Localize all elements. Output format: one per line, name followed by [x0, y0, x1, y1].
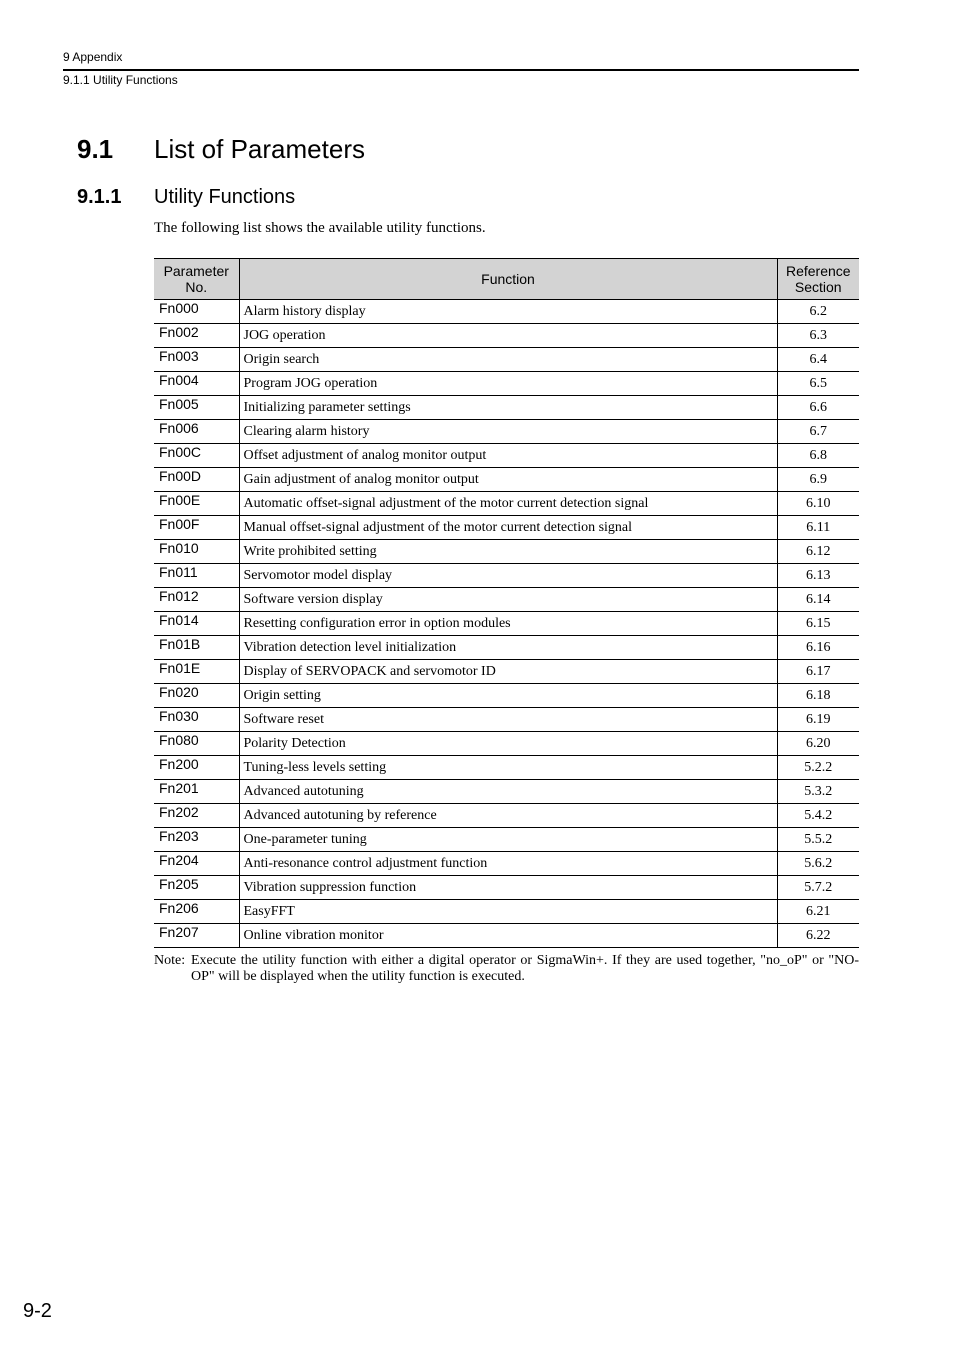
- reference-section-cell: 5.4.2: [777, 804, 859, 828]
- table-body: [154, 300, 859, 948]
- subsection-number: 9.1.1: [77, 186, 122, 208]
- page-number: 9-2: [23, 1300, 52, 1322]
- table-row: [154, 780, 859, 804]
- function-cell: Servomotor model display: [239, 564, 777, 588]
- header-function: Function: [239, 259, 777, 300]
- reference-section-cell: 6.11: [777, 516, 859, 540]
- function-cell: Software reset: [239, 708, 777, 732]
- table-row: [154, 396, 859, 420]
- parameter-no-cell: Fn202: [154, 804, 239, 828]
- function-cell: One-parameter tuning: [239, 828, 777, 852]
- reference-section-cell: 6.17: [777, 660, 859, 684]
- function-cell: Advanced autotuning: [239, 780, 777, 804]
- parameter-no-cell: Fn006: [154, 420, 239, 444]
- utility-functions-table: [154, 258, 859, 948]
- parameter-no-cell: Fn011: [154, 564, 239, 588]
- parameter-no-cell: Fn00D: [154, 468, 239, 492]
- reference-section-cell: 6.12: [777, 540, 859, 564]
- reference-section-cell: 5.6.2: [777, 852, 859, 876]
- parameter-no-cell: Fn020: [154, 684, 239, 708]
- reference-section-cell: 6.4: [777, 348, 859, 372]
- function-cell: Resetting configuration error in option modules: [239, 612, 777, 636]
- table-row: [154, 684, 859, 708]
- parameter-no-cell: Fn206: [154, 900, 239, 924]
- parameter-no-cell: Fn014: [154, 612, 239, 636]
- table-note: [154, 953, 859, 985]
- parameter-no-cell: Fn201: [154, 780, 239, 804]
- parameter-no-cell: Fn01B: [154, 636, 239, 660]
- table-row: [154, 372, 859, 396]
- function-cell: Offset adjustment of analog monitor output: [239, 444, 777, 468]
- reference-section-cell: 6.18: [777, 684, 859, 708]
- reference-section-cell: 5.5.2: [777, 828, 859, 852]
- parameter-no-cell: Fn004: [154, 372, 239, 396]
- function-cell: Polarity Detection: [239, 732, 777, 756]
- function-cell: Vibration suppression function: [239, 876, 777, 900]
- reference-section-cell: 6.19: [777, 708, 859, 732]
- table-row: [154, 876, 859, 900]
- note-label: Note:: [154, 953, 186, 968]
- table-row: [154, 804, 859, 828]
- reference-section-cell: 6.16: [777, 636, 859, 660]
- table-row: [154, 660, 859, 684]
- parameter-no-cell: Fn003: [154, 348, 239, 372]
- parameter-no-cell: Fn002: [154, 324, 239, 348]
- table-row: [154, 612, 859, 636]
- function-cell: Advanced autotuning by reference: [239, 804, 777, 828]
- parameter-no-cell: Fn204: [154, 852, 239, 876]
- table-row: [154, 708, 859, 732]
- function-cell: Tuning-less levels setting: [239, 756, 777, 780]
- reference-section-cell: 6.7: [777, 420, 859, 444]
- function-cell: Alarm history display: [239, 300, 777, 324]
- header-parameter-no: Parameter No.: [154, 259, 239, 300]
- table-row: [154, 348, 859, 372]
- running-header-section: 9.1.1 Utility Functions: [63, 73, 178, 87]
- table-row: [154, 924, 859, 948]
- parameter-no-cell: Fn207: [154, 924, 239, 948]
- reference-section-cell: 6.22: [777, 924, 859, 948]
- table-row: [154, 300, 859, 324]
- reference-section-cell: 6.9: [777, 468, 859, 492]
- function-cell: Gain adjustment of analog monitor output: [239, 468, 777, 492]
- function-cell: Anti-resonance control adjustment function: [239, 852, 777, 876]
- parameter-no-cell: Fn000: [154, 300, 239, 324]
- reference-section-cell: 6.6: [777, 396, 859, 420]
- table-row: [154, 732, 859, 756]
- table-row: [154, 468, 859, 492]
- reference-section-cell: 6.14: [777, 588, 859, 612]
- header-rule: [63, 69, 859, 71]
- parameter-no-cell: Fn203: [154, 828, 239, 852]
- parameter-no-cell: Fn012: [154, 588, 239, 612]
- intro-paragraph: The following list shows the available utility functions.: [154, 220, 486, 236]
- section-title: List of Parameters: [154, 134, 365, 164]
- reference-section-cell: 6.3: [777, 324, 859, 348]
- table-row: [154, 540, 859, 564]
- function-cell: Display of SERVOPACK and servomotor ID: [239, 660, 777, 684]
- reference-section-cell: 6.13: [777, 564, 859, 588]
- reference-section-cell: 6.15: [777, 612, 859, 636]
- reference-section-cell: 6.8: [777, 444, 859, 468]
- parameter-no-cell: Fn010: [154, 540, 239, 564]
- parameter-no-cell: Fn205: [154, 876, 239, 900]
- reference-section-cell: 6.2: [777, 300, 859, 324]
- table-row: [154, 492, 859, 516]
- parameter-no-cell: Fn00E: [154, 492, 239, 516]
- parameter-no-cell: Fn200: [154, 756, 239, 780]
- table-row: [154, 420, 859, 444]
- reference-section-cell: 6.21: [777, 900, 859, 924]
- table-row: [154, 324, 859, 348]
- parameter-no-cell: Fn00C: [154, 444, 239, 468]
- function-cell: Manual offset-signal adjustment of the motor current detection signal: [239, 516, 777, 540]
- table-row: [154, 900, 859, 924]
- reference-section-cell: 6.10: [777, 492, 859, 516]
- table-row: [154, 852, 859, 876]
- section-number: 9.1: [77, 134, 114, 164]
- table-row: [154, 444, 859, 468]
- table-row: [154, 516, 859, 540]
- subsection-heading: [77, 183, 295, 211]
- section-heading: [77, 131, 365, 167]
- reference-section-cell: 5.3.2: [777, 780, 859, 804]
- parameter-no-cell: Fn01E: [154, 660, 239, 684]
- function-cell: Online vibration monitor: [239, 924, 777, 948]
- table-row: [154, 564, 859, 588]
- parameter-no-cell: Fn005: [154, 396, 239, 420]
- function-cell: Vibration detection level initialization: [239, 636, 777, 660]
- note-text: Execute the utility function with either a digital operator or SigmaWin+. If they are used together, "no_oP" or "NO-OP" will be displayed when the utility function is executed.: [191, 953, 859, 984]
- function-cell: Clearing alarm history: [239, 420, 777, 444]
- table-row: [154, 588, 859, 612]
- reference-section-cell: 6.20: [777, 732, 859, 756]
- function-cell: EasyFFT: [239, 900, 777, 924]
- parameter-no-cell: Fn080: [154, 732, 239, 756]
- table-row: [154, 756, 859, 780]
- reference-section-cell: 5.7.2: [777, 876, 859, 900]
- function-cell: Automatic offset-signal adjustment of the motor current detection signal: [239, 492, 777, 516]
- subsection-title: Utility Functions: [154, 186, 296, 208]
- table-row: [154, 636, 859, 660]
- table-header-row: [154, 259, 859, 300]
- function-cell: Software version display: [239, 588, 777, 612]
- running-header-chapter: 9 Appendix: [63, 50, 123, 64]
- parameter-no-cell: Fn030: [154, 708, 239, 732]
- reference-section-cell: 5.2.2: [777, 756, 859, 780]
- function-cell: Write prohibited setting: [239, 540, 777, 564]
- parameter-no-cell: Fn00F: [154, 516, 239, 540]
- function-cell: Initializing parameter settings: [239, 396, 777, 420]
- reference-section-cell: 6.5: [777, 372, 859, 396]
- table-row: [154, 828, 859, 852]
- header-reference-section: Reference Section: [777, 259, 859, 300]
- function-cell: Origin search: [239, 348, 777, 372]
- function-cell: Program JOG operation: [239, 372, 777, 396]
- function-cell: Origin setting: [239, 684, 777, 708]
- function-cell: JOG operation: [239, 324, 777, 348]
